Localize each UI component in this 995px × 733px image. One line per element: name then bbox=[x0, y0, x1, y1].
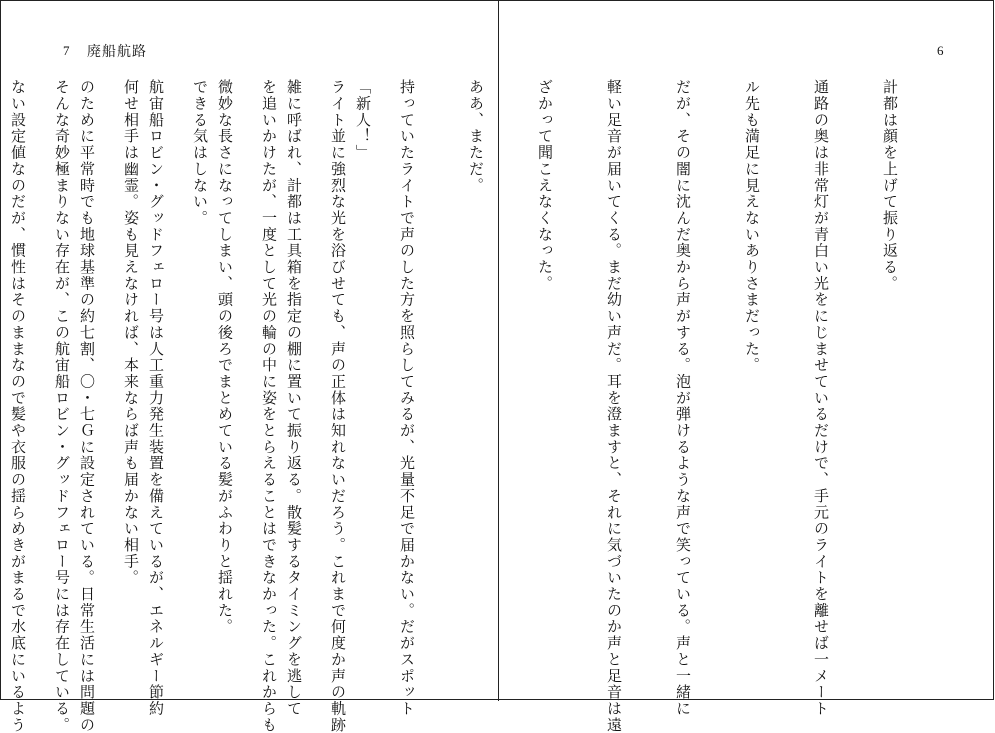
text-column: のために平常時でも地球基準の約七割、〇・七Ｇに設定されている。日常生活には問題の bbox=[78, 79, 96, 733]
text-column: 微妙な長さになってしまい、頭の後ろでまとめている髪がふわりと揺れた。 bbox=[216, 79, 234, 635]
text-column: ない設定値なのだが、慣性はそのままなので髪や衣服の揺らめきがまるで水底にいるよう bbox=[9, 79, 27, 733]
text-column: 通路の奥は非常灯が青白い光をにじませているだけで、手元のライトを離せば一メート bbox=[812, 79, 830, 717]
text-column: できる気はしない。 bbox=[191, 79, 209, 227]
text-column: そんな奇妙極まりない存在が、この航宙船ロビン・グッドフェロー号には存在している。 bbox=[53, 79, 71, 733]
chapter-title: 廃船航路 bbox=[87, 44, 147, 60]
text-column: だが、その闇に沈んだ奥から声がする。泡が弾けるような声で笑っている。声と一緒に bbox=[674, 79, 692, 717]
text-column: 航宙船ロビン・グッドフェロー号は人工重力発生装置を備えているが、エネルギー節約 bbox=[147, 79, 165, 717]
text-column: ざかって聞こえなくなった。 bbox=[536, 79, 554, 292]
right-page-number: 6 bbox=[937, 43, 944, 58]
text-column: ライト並に強烈な光を浴びせても、声の正体は知れないだろう。これまで何度か声の軌跡 bbox=[329, 79, 347, 733]
text-column: ああ、まただ。 bbox=[467, 79, 485, 194]
text-column: 雑に呼ばれ、計都は工具箱を指定の棚に置いて振り返る。散髪するタイミングを逃して bbox=[285, 79, 303, 717]
text-column: 持っていたライトで声のした方を照らしてみるが、光量不足で届かない。だがスポット bbox=[398, 79, 416, 717]
text-column: 軽い足音が届いてくる。まだ幼い声だ。耳を澄ますと、それに気づいたのか声と足音は遠 bbox=[605, 79, 623, 733]
text-column: ル先も満足に見えないありさまだった。 bbox=[743, 79, 761, 374]
right-page-body bbox=[4, 79, 947, 733]
text-column: 計都は顔を上げて振り返る。 bbox=[881, 79, 899, 292]
text-column: 何せ相手は幽霊。姿も見えなければ、本来ならば声も届かない相手。 bbox=[122, 79, 140, 586]
left-page-number: 7 bbox=[63, 43, 70, 58]
text-column: 「新人！」 bbox=[354, 79, 372, 161]
text-column: を追いかけたが、一度として光の輪の中に姿をとらえることはできなかった。これからも bbox=[260, 79, 278, 733]
